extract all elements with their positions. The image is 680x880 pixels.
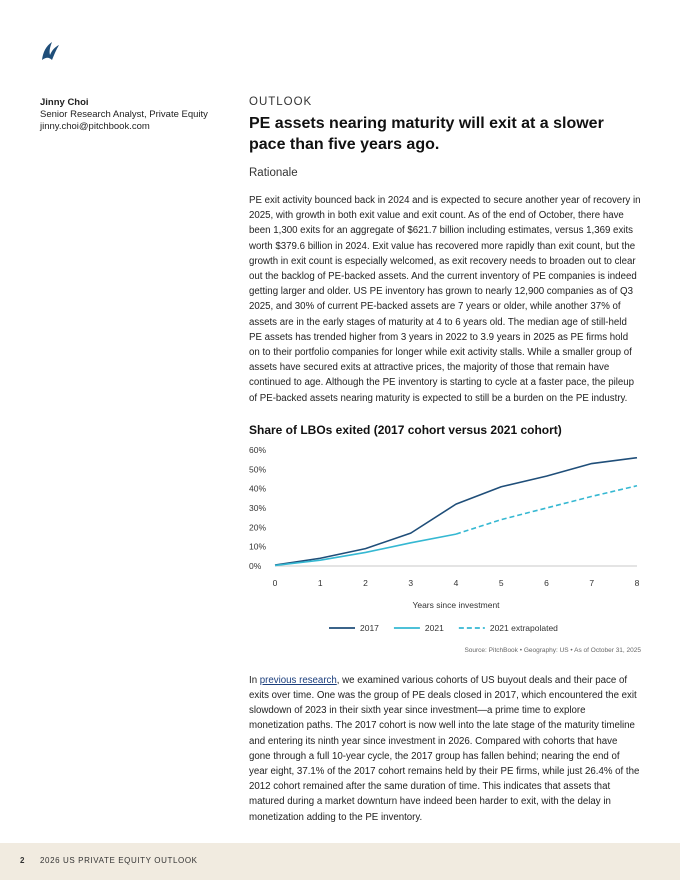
section-eyebrow: OUTLOOK	[249, 96, 313, 108]
paragraph-2-text: , we examined various cohorts of US buyout deals and their pace of exits over time. One was the group of PE deals closed in 2017, which encountered the exit slowdown of 2023 in their sixth year since investment—a prime time to explore monetization paths. The 2017 cohort is now well into the late stage of the maturity timeline and entering its ninth year since investment in 2026. Compared with cohorts that have gone through a full 10-year cycle, the 2017 group has fallen behind; nearing the end of year eight, 37.1% of the 2017 cohort remains held by their PE firms, while just 26.4% of the 2012 cohort remained after the same duration of time. This indicates that assets that matured during a market downturn have indeed been harder to exit, with the delay in monetization adding to the PE inventory.	[249, 674, 640, 823]
x-tick-label: 6	[544, 577, 549, 588]
author-title: Senior Research Analyst, Private Equity	[40, 109, 208, 120]
series-line-2017	[275, 458, 637, 565]
x-tick-label: 1	[317, 577, 323, 588]
author-name: Jinny Choi	[40, 97, 89, 108]
legend-label: 2021 extrapolated	[489, 622, 558, 633]
chart-title: Share of LBOs exited (2017 cohort versus 2021 cohort)	[249, 422, 562, 437]
y-tick-label: 50%	[249, 464, 267, 475]
previous-research-link[interactable]: previous research	[259, 674, 337, 686]
x-axis-title: Years since investment	[412, 599, 500, 610]
y-tick-label: 0%	[249, 560, 262, 571]
y-tick-label: 60%	[249, 444, 267, 455]
y-tick-label: 20%	[249, 522, 267, 533]
x-tick-label: 8	[634, 577, 640, 588]
y-tick-label: 10%	[249, 541, 267, 552]
y-tick-label: 40%	[249, 483, 267, 494]
x-tick-label: 5	[498, 577, 504, 588]
x-tick-label: 3	[408, 577, 414, 588]
legend-label: 2021	[424, 622, 444, 633]
x-tick-label: 4	[453, 577, 459, 588]
body-paragraph-2	[249, 673, 641, 825]
article-subhead: Rationale	[249, 167, 298, 179]
y-tick-label: 30%	[249, 502, 267, 513]
x-tick-label: 2	[363, 577, 368, 588]
page-footer	[0, 843, 680, 880]
x-tick-label: 7	[589, 577, 595, 588]
page-number: 2	[20, 856, 25, 865]
paragraph-2-prefix: In	[249, 674, 260, 686]
pitchbook-logo-icon	[40, 40, 60, 62]
article-headline: PE assets nearing maturity will exit at a slower pace than five years ago.	[249, 115, 604, 153]
chart-svg	[249, 443, 641, 653]
chart-source: Source: PitchBook • Geography: US • As of October 31, 2025	[464, 646, 641, 654]
legend-label: 2017	[360, 622, 379, 633]
article-main	[249, 96, 641, 825]
publication-title: 2026 US PRIVATE EQUITY OUTLOOK	[40, 856, 198, 865]
author-block	[40, 97, 240, 133]
line-chart	[249, 443, 641, 653]
x-tick-label: 0	[272, 577, 278, 588]
author-email[interactable]: jinny.choi@pitchbook.com	[40, 121, 150, 132]
body-paragraph-1: PE exit activity bounced back in 2024 and is expected to secure another year of recovery in 2025, with growth in both exit value and exit count. As of the end of October, there have been 1,300 exits for an aggregate of $621.7 billion including estimates, versus 1,369 exits worth $379.6 billion in 2024. Exit value has recovered more rapidly than exit count, but the growth in exit count is especially welcomed, as exit recovery needs to broaden out to clear out the backlog of PE-backed assets. And the current inventory of PE companies is indeed getting larger and older. US PE inventory has grown to nearly 12,900 companies as of Q3 2025, and 30% of current PE-backed assets are 7 years or older, while another 37% of assets are in the early stages of maturity at 4 to 6 years old. The median age of still-held PE assets has trended higher from 3 years in 2022 to 3.9 years in 2025 as PE firms hold on to their portfolio companies for longer while exit activity stalls. While a smaller group of assets have secured exits at attractive prices, the majority of those that remain have continued to age. Although the PE inventory is starting to cycle at a faster pace, the pileup of PE-backed assets nearing maturity is expected to still be a burden on the PE industry.	[249, 195, 641, 404]
